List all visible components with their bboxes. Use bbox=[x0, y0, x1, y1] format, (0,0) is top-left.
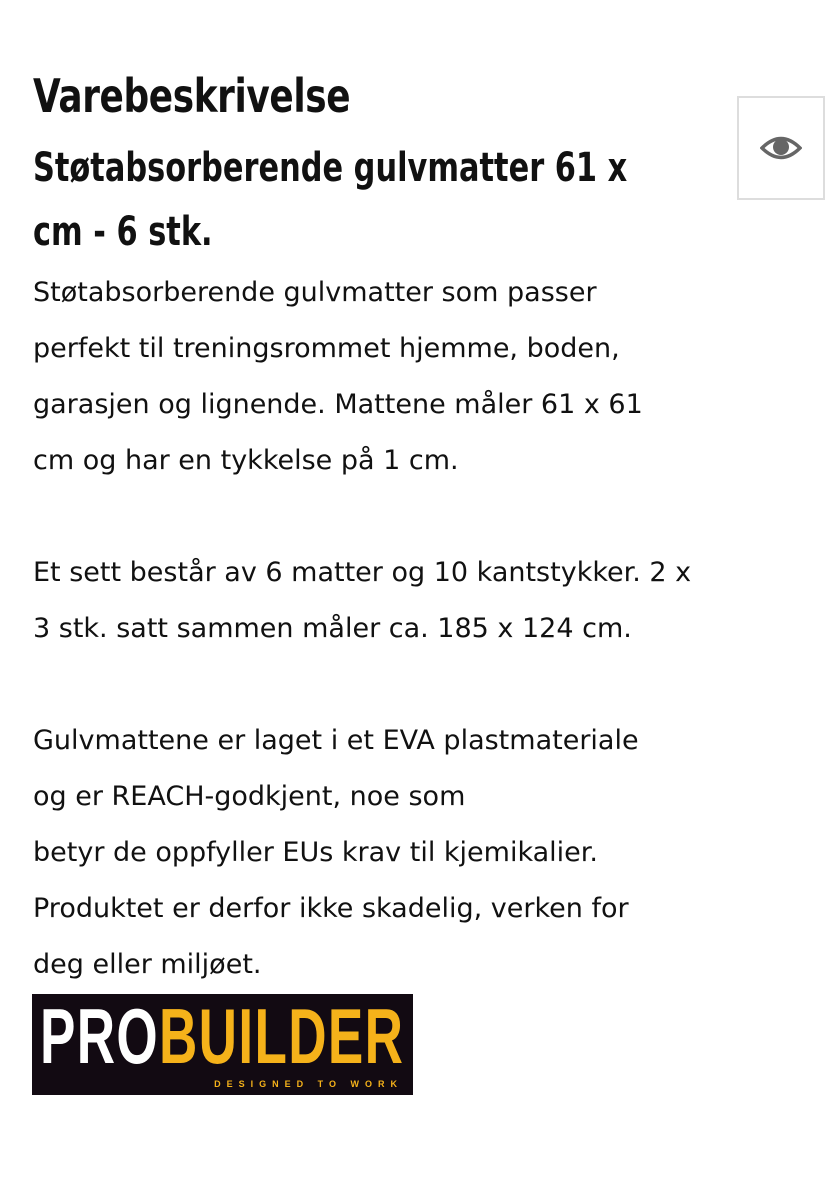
description-line: betyr de oppfyller EUs krav til kjemikalier. bbox=[33, 837, 598, 868]
logo-pro: PRO bbox=[40, 998, 160, 1074]
description-line: 3 stk. satt sammen måler ca. 185 x 124 cm. bbox=[33, 613, 632, 644]
view-button[interactable] bbox=[737, 96, 825, 200]
description-line: Produktet er derfor ikke skadelig, verken for bbox=[33, 893, 629, 924]
description-paragraph bbox=[33, 265, 691, 489]
logo-builder: BUILDER bbox=[159, 998, 405, 1074]
logo-wordmark bbox=[40, 998, 404, 1074]
description-line: Støtabsorberende gulvmatter som passer bbox=[33, 277, 597, 308]
section-heading: Varebeskrivelse bbox=[33, 69, 351, 123]
description-line: perfekt til treningsrommet hjemme, boden, bbox=[33, 333, 620, 364]
description-line: garasjen og lignende. Mattene måler 61 x 61 bbox=[33, 389, 643, 420]
logo-tagline: DESIGNED TO WORK bbox=[214, 1079, 403, 1089]
product-title-line: cm - 6 stk. bbox=[33, 209, 213, 255]
description-line: deg eller miljøet. bbox=[33, 949, 262, 980]
probuilder-logo bbox=[32, 994, 413, 1095]
description-line: Et sett består av 6 matter og 10 kantstykker. 2 x bbox=[33, 557, 692, 588]
eye-icon bbox=[760, 135, 802, 161]
product-description bbox=[33, 265, 691, 993]
description-line: Gulvmattene er laget i et EVA plastmateriale bbox=[33, 725, 639, 756]
product-title bbox=[33, 136, 627, 264]
description-paragraph bbox=[33, 713, 691, 993]
description-line: cm og har en tykkelse på 1 cm. bbox=[33, 445, 459, 476]
description-line: og er REACH-godkjent, noe som bbox=[33, 781, 466, 812]
description-paragraph bbox=[33, 545, 691, 657]
product-title-line: Støtabsorberende gulvmatter 61 x bbox=[33, 145, 628, 191]
